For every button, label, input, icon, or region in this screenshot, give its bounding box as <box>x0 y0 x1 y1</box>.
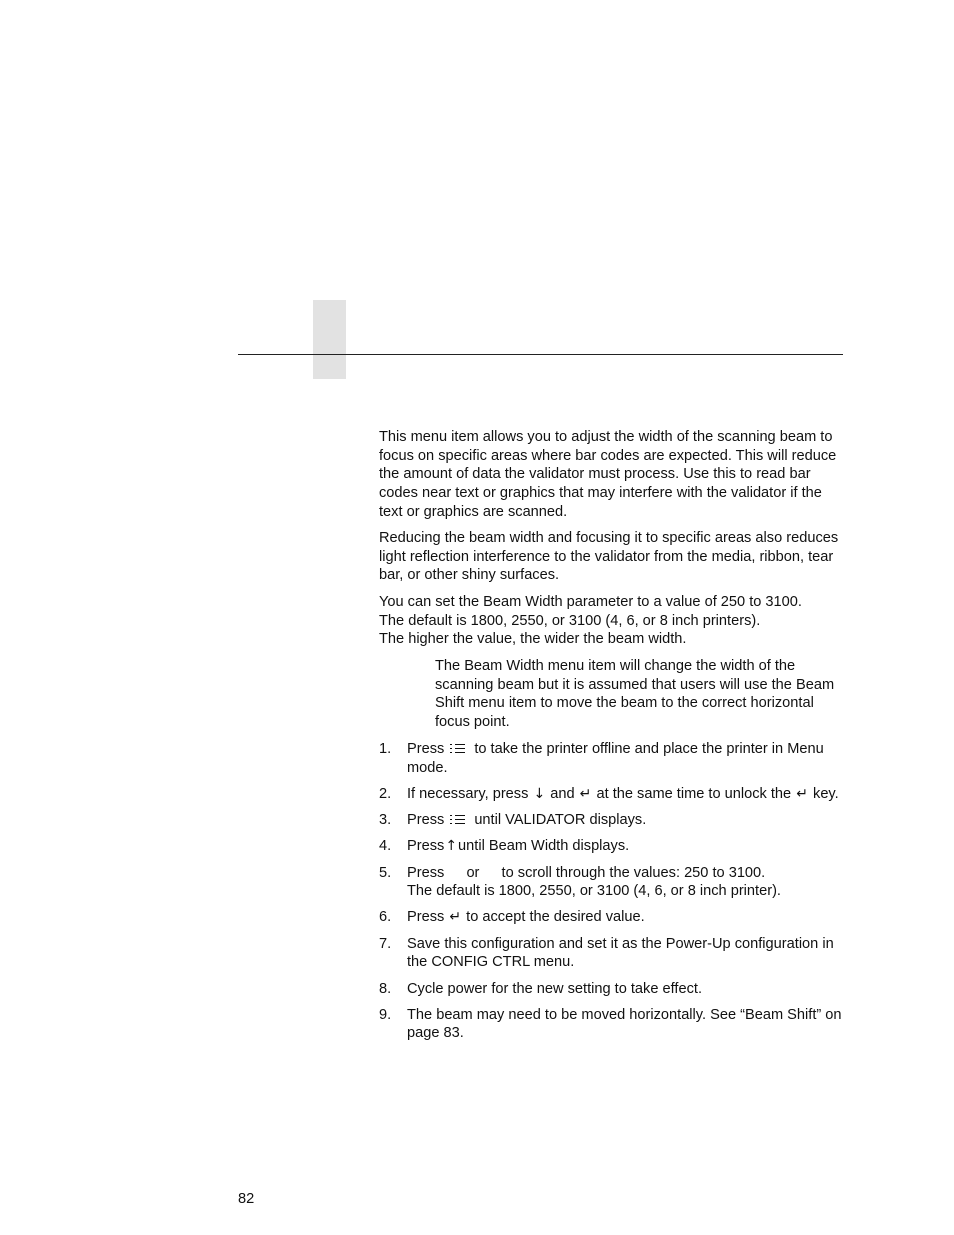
step-number: 2. <box>379 785 392 802</box>
page-number: 82 <box>238 1191 255 1207</box>
header-rule <box>238 354 843 355</box>
procedure-steps <box>379 740 845 1051</box>
step-number: 5. <box>379 864 392 881</box>
step-7: 7. Save this configuration and set it as the Power-Up configuration in the CONFIG CTRL menu. <box>379 935 834 971</box>
intro-paragraph: This menu item allows you to adjust the width of the scanning beam to focus on specific areas where bar codes are expected. This will reduce the amount of data the validator must process. Use this to read bar codes near text or graphics that may interfere with the validator if the text or graphics are scanned. <box>379 429 837 520</box>
enter-key-icon: ↵ <box>449 909 462 926</box>
step-6: 6. Press ↵ to accept the desired value. <box>379 909 645 926</box>
down-arrow-icon: ↓ <box>533 785 546 802</box>
enter-key-icon: ↵ <box>796 785 808 802</box>
range-paragraph <box>379 593 845 649</box>
default-line: The default is 1800, 2550, or 3100 (4, 6, or 8 inch printers). <box>379 612 761 629</box>
enter-key-icon: ↵ <box>579 785 592 802</box>
step-number: 6. <box>379 909 392 926</box>
step-3: 3. Press until VALIDATOR displays. <box>379 812 647 829</box>
step-5: 5. Press or to scroll through the values: 250 to 3100. The default is 1800, 2550, or 3100 (4, 6, or 8 inch printer). <box>379 864 781 900</box>
step-8: 8. Cycle power for the new setting to take effect. <box>379 980 703 997</box>
step-2: 2. If necessary, press ↓ and ↵ at the same time to unlock the ↵ key. <box>379 785 839 802</box>
note-text: The Beam Width menu item will change the width of the scanning beam but it is assumed that users will use the Beam Shift menu item to move the beam to the correct horizontal focus point. <box>435 658 835 731</box>
up-arrow-icon: ↑ <box>445 838 458 855</box>
higher-line: The higher the value, the wider the beam width. <box>379 631 687 648</box>
step-number: 1. <box>379 741 392 757</box>
range-line: You can set the Beam Width parameter to a value of 250 to 3100. <box>379 594 802 610</box>
interference-paragraph: Reducing the beam width and focusing it to specific areas also reduces light reflection interference to the validator from the media, ribbon, tear bar, or other shiny surfaces. <box>379 530 839 584</box>
step-1: 1. Press to take the printer offline and place the printer in Menu mode. <box>379 741 824 776</box>
step-number: 4. <box>379 838 392 855</box>
step-number: 7. <box>379 935 392 952</box>
step-number: 8. <box>379 980 392 997</box>
menu-icon <box>450 812 466 826</box>
step-number: 3. <box>379 812 392 829</box>
chapter-tab <box>313 300 346 379</box>
step-9: 9. The beam may need to be moved horizontally. See “Beam Shift” on page 83. <box>379 1006 842 1042</box>
menu-icon <box>450 741 466 755</box>
step-4: 4. Press↑until Beam Width displays. <box>379 838 630 855</box>
step-number: 9. <box>379 1006 392 1023</box>
